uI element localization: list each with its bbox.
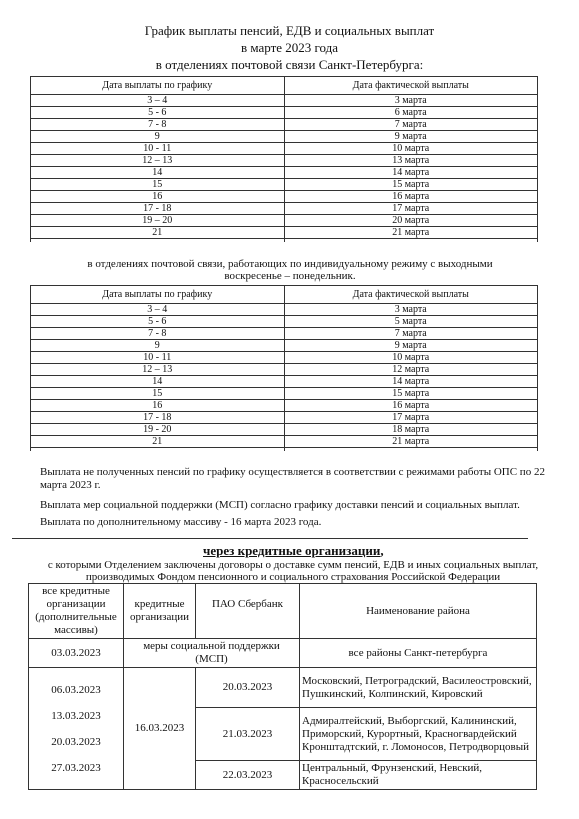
scheduled-date-cell: 17 - 18	[31, 412, 285, 424]
scheduled-date-cell: 15	[31, 179, 285, 191]
actual-date-cell: 6 марта	[284, 107, 538, 119]
column-header: Наименование района	[300, 584, 537, 639]
special-offices-note: в отделениях почтовой связи, работающих по индивидуальному режиму с выходными воскресенье – понедельник.	[87, 258, 493, 282]
scheduled-date-cell: 17 - 18	[31, 203, 285, 215]
table-row	[31, 424, 538, 436]
table-row	[31, 352, 538, 364]
table-row	[31, 95, 538, 107]
actual-date-cell: 7 марта	[284, 119, 538, 131]
actual-date-cell: 21 марта	[284, 436, 538, 448]
table-row	[31, 328, 538, 340]
actual-date-cell: 21 марта	[284, 227, 538, 239]
table-header-row	[31, 286, 538, 304]
actual-date-cell: 17 марта	[284, 203, 538, 215]
msp-label: меры социальной поддержки (МСП)	[124, 639, 300, 668]
section-divider	[12, 538, 528, 539]
note-unclaimed-pensions: Выплата не полученных пенсий по графику осуществляется в соответствии с режимами работы ОПС по 22 марта 2023 г.	[40, 466, 545, 491]
scheduled-date-cell: 12 – 13	[31, 364, 285, 376]
scheduled-date-cell: 21	[31, 227, 285, 239]
table-row	[31, 316, 538, 328]
actual-date-cell: 14 марта	[284, 376, 538, 388]
actual-date-cell: 3 марта	[284, 95, 538, 107]
spacer-row	[31, 239, 538, 243]
credit-org-date: 16.03.2023	[124, 668, 196, 790]
msp-row	[29, 639, 537, 668]
actual-date-cell: 10 марта	[284, 352, 538, 364]
credit-heading-text: через кредитные организации	[203, 543, 381, 558]
scheduled-date-cell: 10 - 11	[31, 352, 285, 364]
table-row	[31, 436, 538, 448]
scheduled-date-cell: 10 - 11	[31, 143, 285, 155]
note-additional-array: Выплата по дополнительному массиву - 16 марта 2023 года.	[40, 516, 322, 528]
column-header: ПАО Сбербанк	[196, 584, 300, 639]
note-msp: Выплата мер социальной поддержки (МСП) согласно графику доставки пенсий и социальных выплат.	[40, 499, 520, 511]
scheduled-date-cell: 3 – 4	[31, 304, 285, 316]
table-row	[31, 119, 538, 131]
actual-date-cell: 16 марта	[284, 400, 538, 412]
scheduled-date-cell: 5 - 6	[31, 316, 285, 328]
scheduled-date-cell: 12 – 13	[31, 155, 285, 167]
scheduled-date-cell: 16	[31, 400, 285, 412]
actual-date-cell: 15 марта	[284, 179, 538, 191]
actual-date-cell: 14 марта	[284, 167, 538, 179]
credit-heading-suffix: ,	[380, 543, 384, 558]
table-row	[31, 155, 538, 167]
table-header-row	[29, 584, 537, 639]
table-row	[31, 215, 538, 227]
table-header-row	[31, 77, 538, 95]
scheduled-date-cell: 14	[31, 167, 285, 179]
table-row	[29, 668, 537, 708]
scheduled-date-cell: 15	[31, 388, 285, 400]
column-header: Дата фактической выплаты	[284, 286, 538, 304]
credit-section-subtitle: с которыми Отделением заключены договоры о доставке сумм пенсий, ЕДВ и иных социальных выплат, производимых Фондом пенсионного и социального страхования Российской Федерации	[47, 559, 539, 583]
table-row	[31, 340, 538, 352]
table-row	[31, 400, 538, 412]
all-credit-date: 27.03.2023	[51, 761, 101, 774]
msp-districts: все районы Санкт-петербурга	[300, 639, 537, 668]
column-header: все кредитные организации (дополнительные массивы)	[29, 584, 124, 639]
scheduled-date-cell: 9	[31, 340, 285, 352]
all-credit-date: 06.03.2023	[51, 683, 101, 696]
all-credit-date: 20.03.2023	[51, 735, 101, 748]
actual-date-cell: 15 марта	[284, 388, 538, 400]
scheduled-date-cell: 7 - 8	[31, 328, 285, 340]
scheduled-date-cell: 14	[31, 376, 285, 388]
actual-date-cell: 9 марта	[284, 340, 538, 352]
actual-date-cell: 12 марта	[284, 364, 538, 376]
all-credit-dates-cell	[29, 668, 124, 790]
column-header: Дата выплаты по графику	[31, 286, 285, 304]
scheduled-date-cell: 19 – 20	[31, 215, 285, 227]
scheduled-date-cell: 9	[31, 131, 285, 143]
page-title	[0, 22, 579, 73]
actual-date-cell: 5 марта	[284, 316, 538, 328]
column-header: кредитные организации	[124, 584, 196, 639]
table-row	[31, 376, 538, 388]
table-row	[31, 304, 538, 316]
table-row	[31, 107, 538, 119]
district-list: Адмиралтейский, Выборгский, Калининский, Приморский, Курортный, Красногвардейский Кронштадтский, г. Ломоносов, Петродворцовый	[300, 708, 537, 761]
table-row	[31, 412, 538, 424]
table-row	[31, 191, 538, 203]
table-row	[31, 167, 538, 179]
column-header: Дата фактической выплаты	[284, 77, 538, 95]
title-line-1: График выплаты пенсий, ЕДВ и социальных выплат	[144, 23, 435, 38]
table-row	[31, 203, 538, 215]
table-row	[31, 388, 538, 400]
actual-date-cell: 9 марта	[284, 131, 538, 143]
actual-date-cell: 7 марта	[284, 328, 538, 340]
schedule-table-special	[30, 285, 538, 451]
scheduled-date-cell: 3 – 4	[31, 95, 285, 107]
district-list: Центральный, Фрунзенский, Невский, Красносельский	[300, 761, 537, 790]
actual-date-cell: 18 марта	[284, 424, 538, 436]
column-header: Дата выплаты по графику	[31, 77, 285, 95]
sberbank-date: 21.03.2023	[196, 708, 300, 761]
credit-organizations-table	[28, 583, 537, 790]
scheduled-date-cell: 5 - 6	[31, 107, 285, 119]
credit-section-heading	[203, 543, 384, 559]
spacer-row	[31, 448, 538, 452]
title-line-3: в отделениях почтовой связи Санкт-Петербурга:	[155, 57, 424, 72]
sberbank-date: 20.03.2023	[196, 668, 300, 708]
actual-date-cell: 10 марта	[284, 143, 538, 155]
table-row	[31, 364, 538, 376]
title-line-2: в марте 2023 года	[240, 40, 339, 55]
actual-date-cell: 16 марта	[284, 191, 538, 203]
scheduled-date-cell: 7 - 8	[31, 119, 285, 131]
scheduled-date-cell: 21	[31, 436, 285, 448]
sberbank-date: 22.03.2023	[196, 761, 300, 790]
table-row	[31, 143, 538, 155]
schedule-table-main	[30, 76, 538, 242]
actual-date-cell: 20 марта	[284, 215, 538, 227]
actual-date-cell: 17 марта	[284, 412, 538, 424]
actual-date-cell: 13 марта	[284, 155, 538, 167]
scheduled-date-cell: 16	[31, 191, 285, 203]
msp-date: 03.03.2023	[29, 639, 124, 668]
scheduled-date-cell: 19 - 20	[31, 424, 285, 436]
actual-date-cell: 3 марта	[284, 304, 538, 316]
table-row	[31, 227, 538, 239]
all-credit-date: 13.03.2023	[51, 709, 101, 722]
district-list: Московский, Петроградский, Василеостровский, Пушкинский, Колпинский, Кировский	[300, 668, 537, 708]
table-row	[31, 131, 538, 143]
table-row	[31, 179, 538, 191]
